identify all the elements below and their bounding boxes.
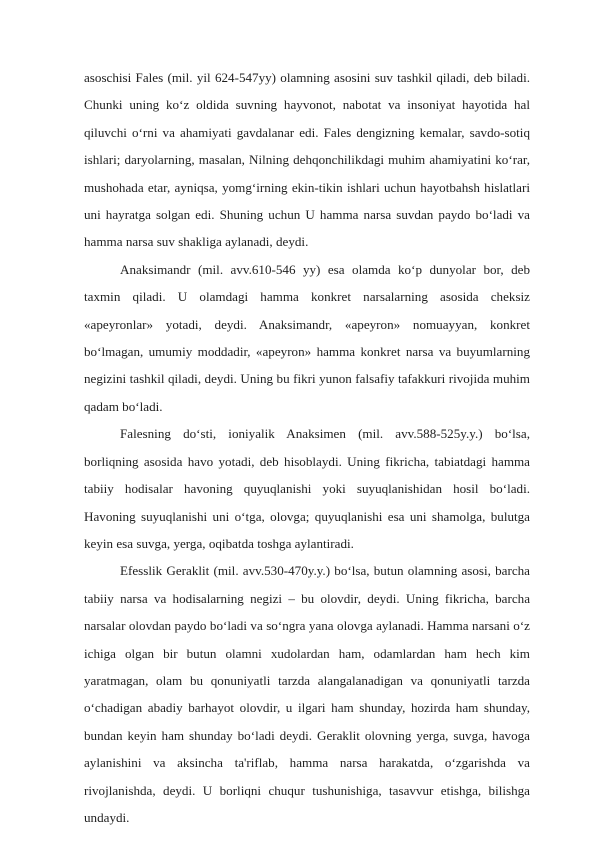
paragraph-geraklit: Efesslik Geraklit (mil. avv.530-470y.y.) bo‘lsa, butun olamning asosi, barcha tabiiy narsa va hodisalarning negizi – bu olovdir, deydi. Uning fikricha, barcha narsalar olovdan paydo bo‘ladi va so‘ngra yana olovga aylanadi. Hamma narsani o‘z ichiga olgan bir butun olamni xudolardan ham, odamlardan ham hech kim yaratmagan, olam bu qonuniyatli tarzda alangalanadigan va qonuniyatli tarzda o‘chadigan abadiy barhayot olovdir, u ilgari ham shunday, hozirda ham shunday, bundan keyin ham shunday bo‘ladi deydi. Geraklit olovning yerga, suvga, havoga aylanishini va aksincha ta'riflab, hamma narsa harakatda, o‘zgarishda va rivojlanishda, deydi. U borliqni chuqur tushunishiga, tasavvur etishga, bilishga undaydi. (84, 563, 530, 825)
paragraph-anaksimen: Falesning do‘sti, ioniyalik Anaksimen (mil. avv.588-525y.y.) bo‘lsa, borliqning asosida havo yotadi, deb hisoblaydi. Uning fikricha, tabiatdagi hamma tabiiy hodisalar havoning quyuqlanishi yoki suyuqlanishidan hosil bo‘ladi. Havoning suyuqlanishi uni o‘tga, olovga; quyuqlanishi esa uni shamolga, bulutga keyin esa suvga, yerga, oqibatda toshga aylantiradi. (84, 426, 530, 551)
body-text (84, 64, 530, 831)
paragraph-anaksimandr: Anaksimandr (mil. avv.610-546 yy) esa olamda ko‘p dunyolar bor, deb taxmin qiladi. U olamdagi hamma konkret narsalarning asosida cheksiz «apeyronlar» yotadi, deydi. Anaksimandr, «apeyron» nomuayyan, konkret bo‘lmagan, umumiy moddadir, «apeyron» hamma konkret narsa va buyumlarning negizini tashkil qiladi, deydi. Uning bu fikri yunon falsafiy tafakkuri rivojida muhim qadam bo‘ladi. (84, 261, 530, 414)
paragraph-fales: asoschisi Fales (mil. yil 624-547yy) olamning asosini suv tashkil qiladi, deb biladi. Chunki uning ko‘z oldida suvning hayvonot, nabotat va insoniyat hayotida hal qiluvchi o‘rni va ahamiyati gavdalanar edi. Fales dengizning kemalar, savdo-sotiq ishlari; daryolarning, masalan, Nilning dehqonchilikdagi muhim ahamiyatini ko‘rar, mushohada etar, ayniqsa, yomg‘irning ekin-tikin ishlari uchun hayotbahsh hislatlari uni hayratga solgan edi. Shuning uchun U hamma narsa suvdan paydo bo‘ladi va hamma narsa suv shakliga aylanadi, deydi. (84, 70, 530, 250)
